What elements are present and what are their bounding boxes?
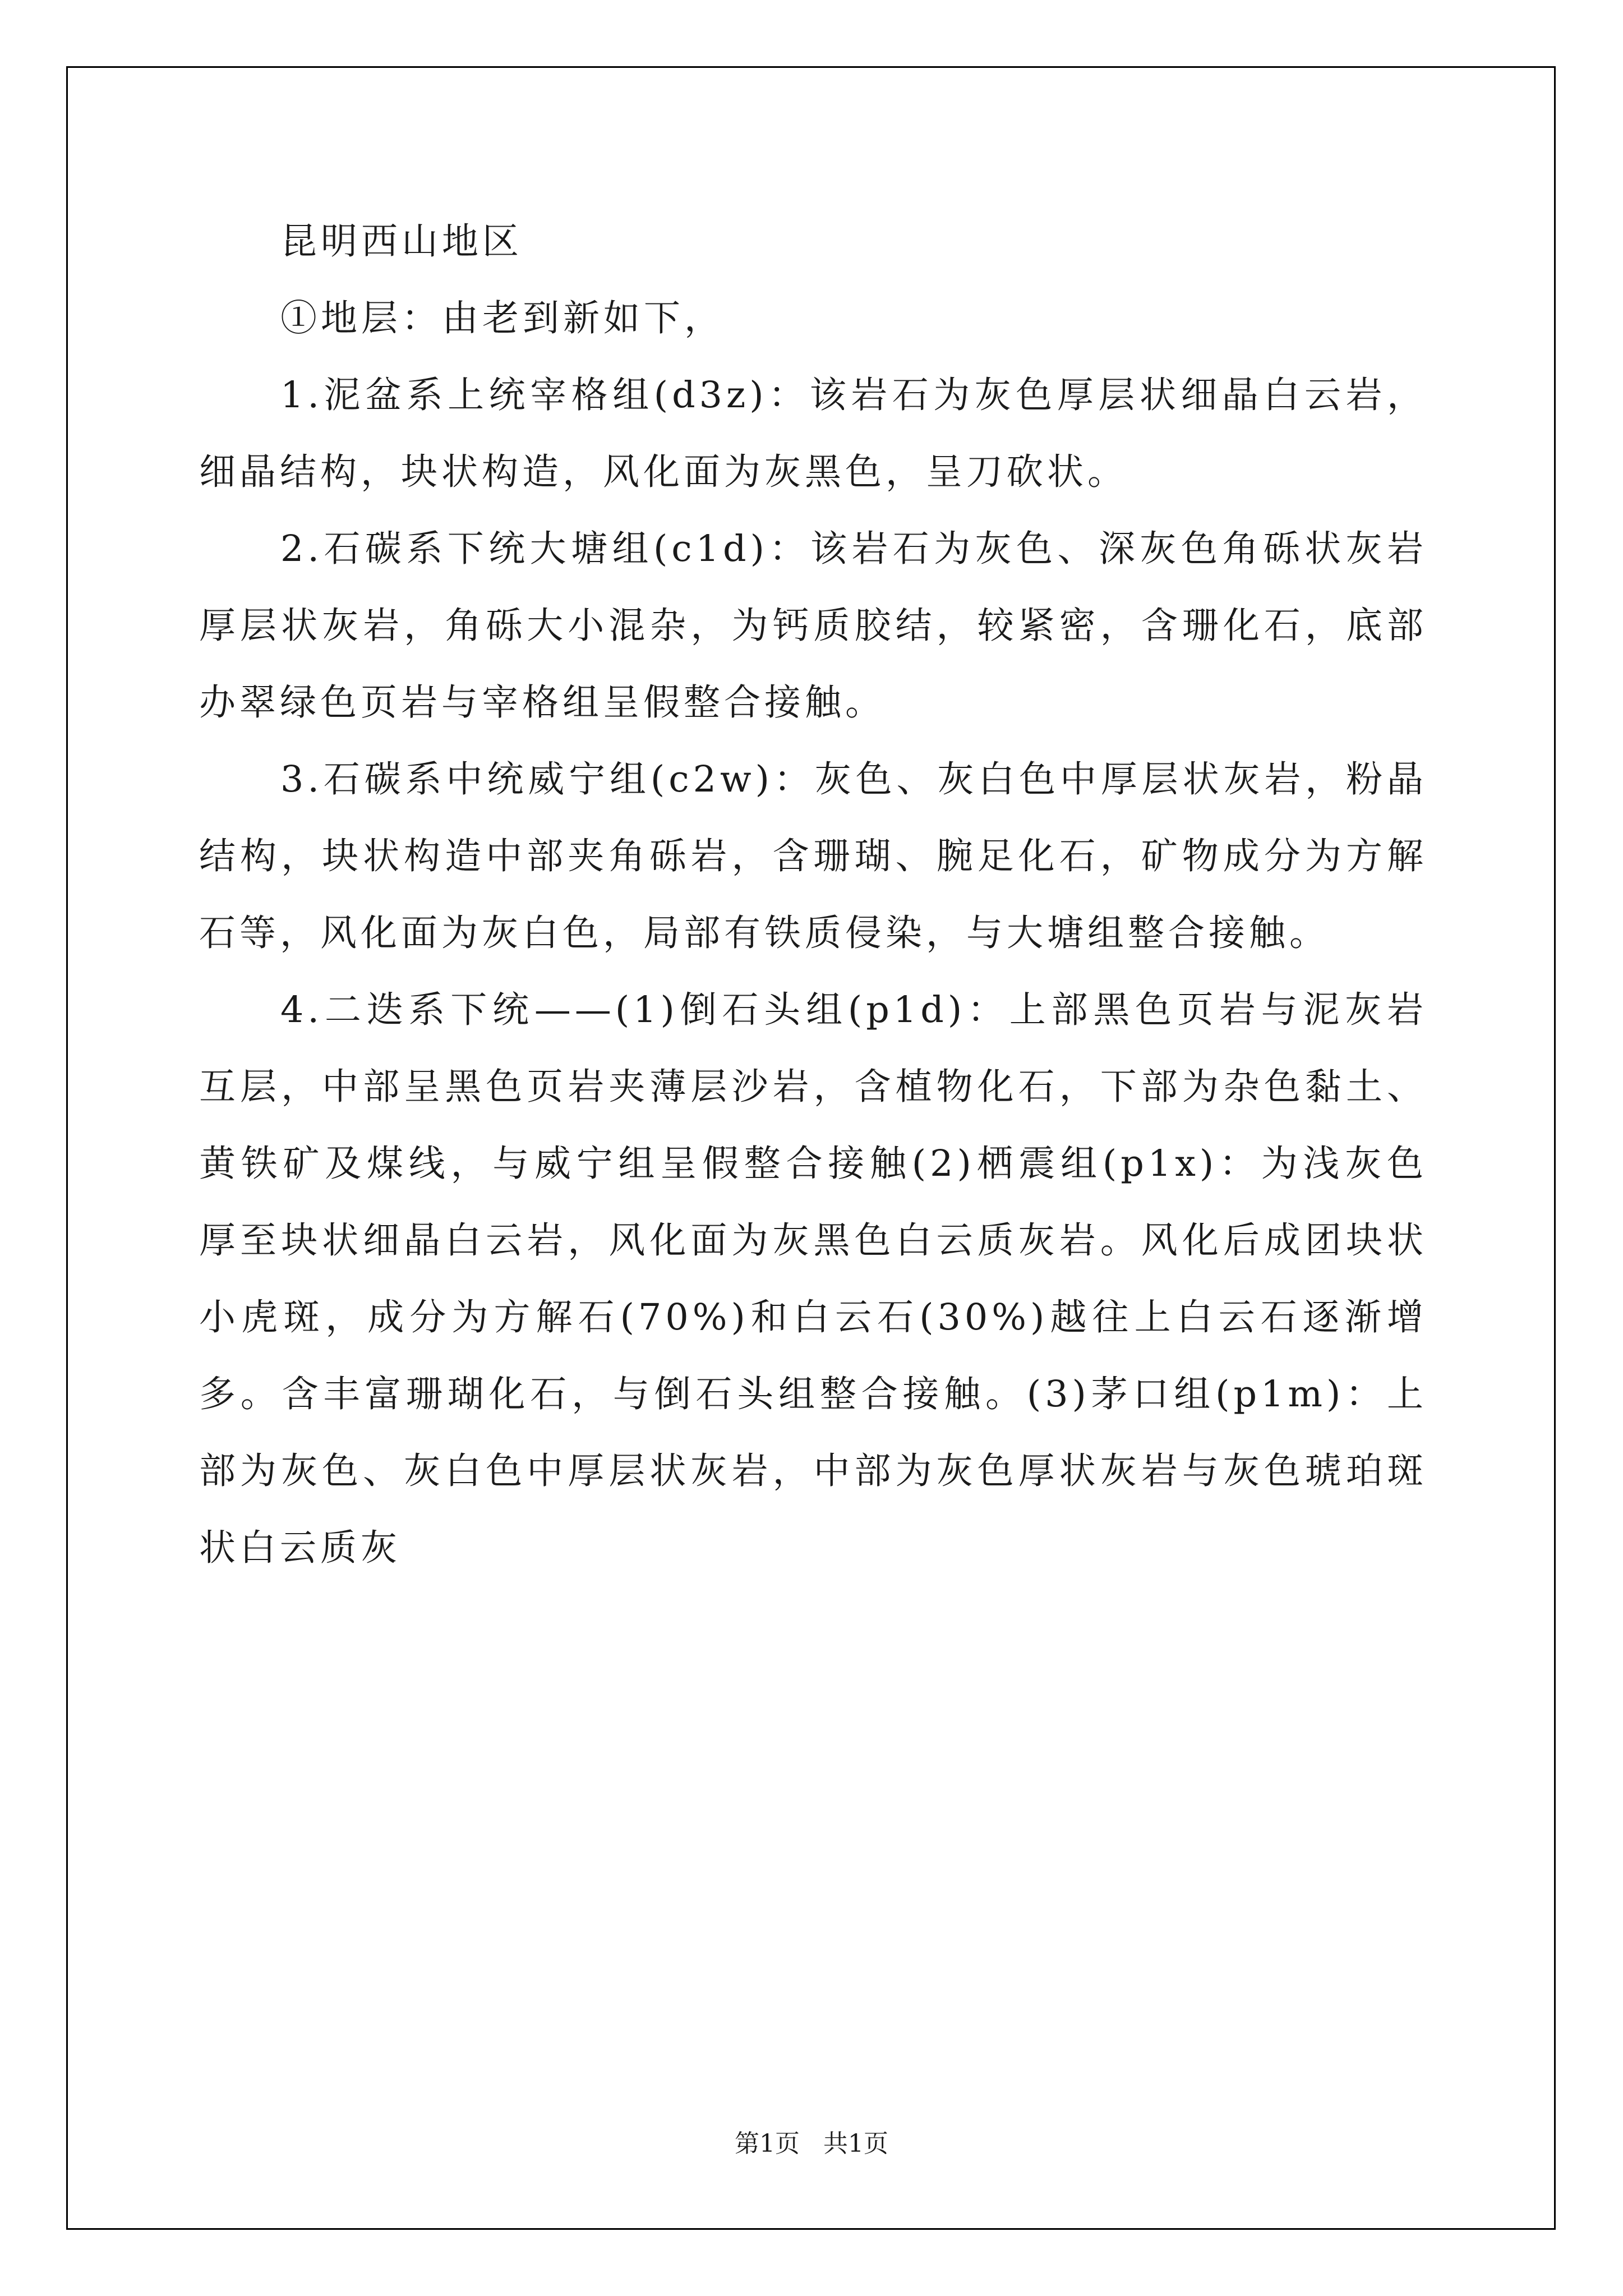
paragraph-strata-intro: ①地层：由老到新如下， xyxy=(280,297,725,339)
paragraph-devonian: 1.泥盆系上统宰格组(d3z)：该岩石为灰色厚层状细晶白云岩，细晶结构，块状构造，风化面为灰黑色，呈刀砍状。 xyxy=(199,374,1427,493)
document-body xyxy=(199,203,1427,1586)
paragraph-carboniferous-lower: 2.石碳系下统大塘组(c1d)：该岩石为灰色、深灰色角砾状灰岩厚层状灰岩，角砾大小混杂，为钙质胶结，较紧密，含珊化石，底部办翠绿色页岩与宰格组呈假整合接触。 xyxy=(199,528,1427,724)
page-number: 第1页 xyxy=(735,2129,800,2158)
total-pages: 共1页 xyxy=(823,2129,888,2158)
section-heading: 昆明西山地区 xyxy=(280,220,523,263)
page-footer xyxy=(0,2127,1623,2161)
paragraph-carboniferous-middle: 3.石碳系中统威宁组(c2w)：灰色、灰白色中厚层状灰岩，粉晶结构，块状构造中部夹角砾岩，含珊瑚、腕足化石，矿物成分为方解石等，风化面为灰白色，局部有铁质侵染，与大塘组整合接触。 xyxy=(199,758,1427,954)
paragraph-permian-lower: 4.二迭系下统——(1)倒石头组(p1d)：上部黑色页岩与泥灰岩互层，中部呈黑色页岩夹薄层沙岩，含植物化石，下部为杂色黏土、黄铁矿及煤线，与威宁组呈假整合接触(2)栖震组(p1x)：为浅灰色厚至块状细晶白云岩，风化面为灰黑色白云质灰岩。风化后成团块状小虎斑，成分为方解石(70%)和白云石(30%)越往上白云石逐渐增多。含丰富珊瑚化石，与倒石头组整合接触。(3)茅口组(p1m)：上部为灰色、灰白色中厚层状灰岩，中部为灰色厚状灰岩与灰色琥珀斑状白云质灰 xyxy=(199,989,1427,1569)
